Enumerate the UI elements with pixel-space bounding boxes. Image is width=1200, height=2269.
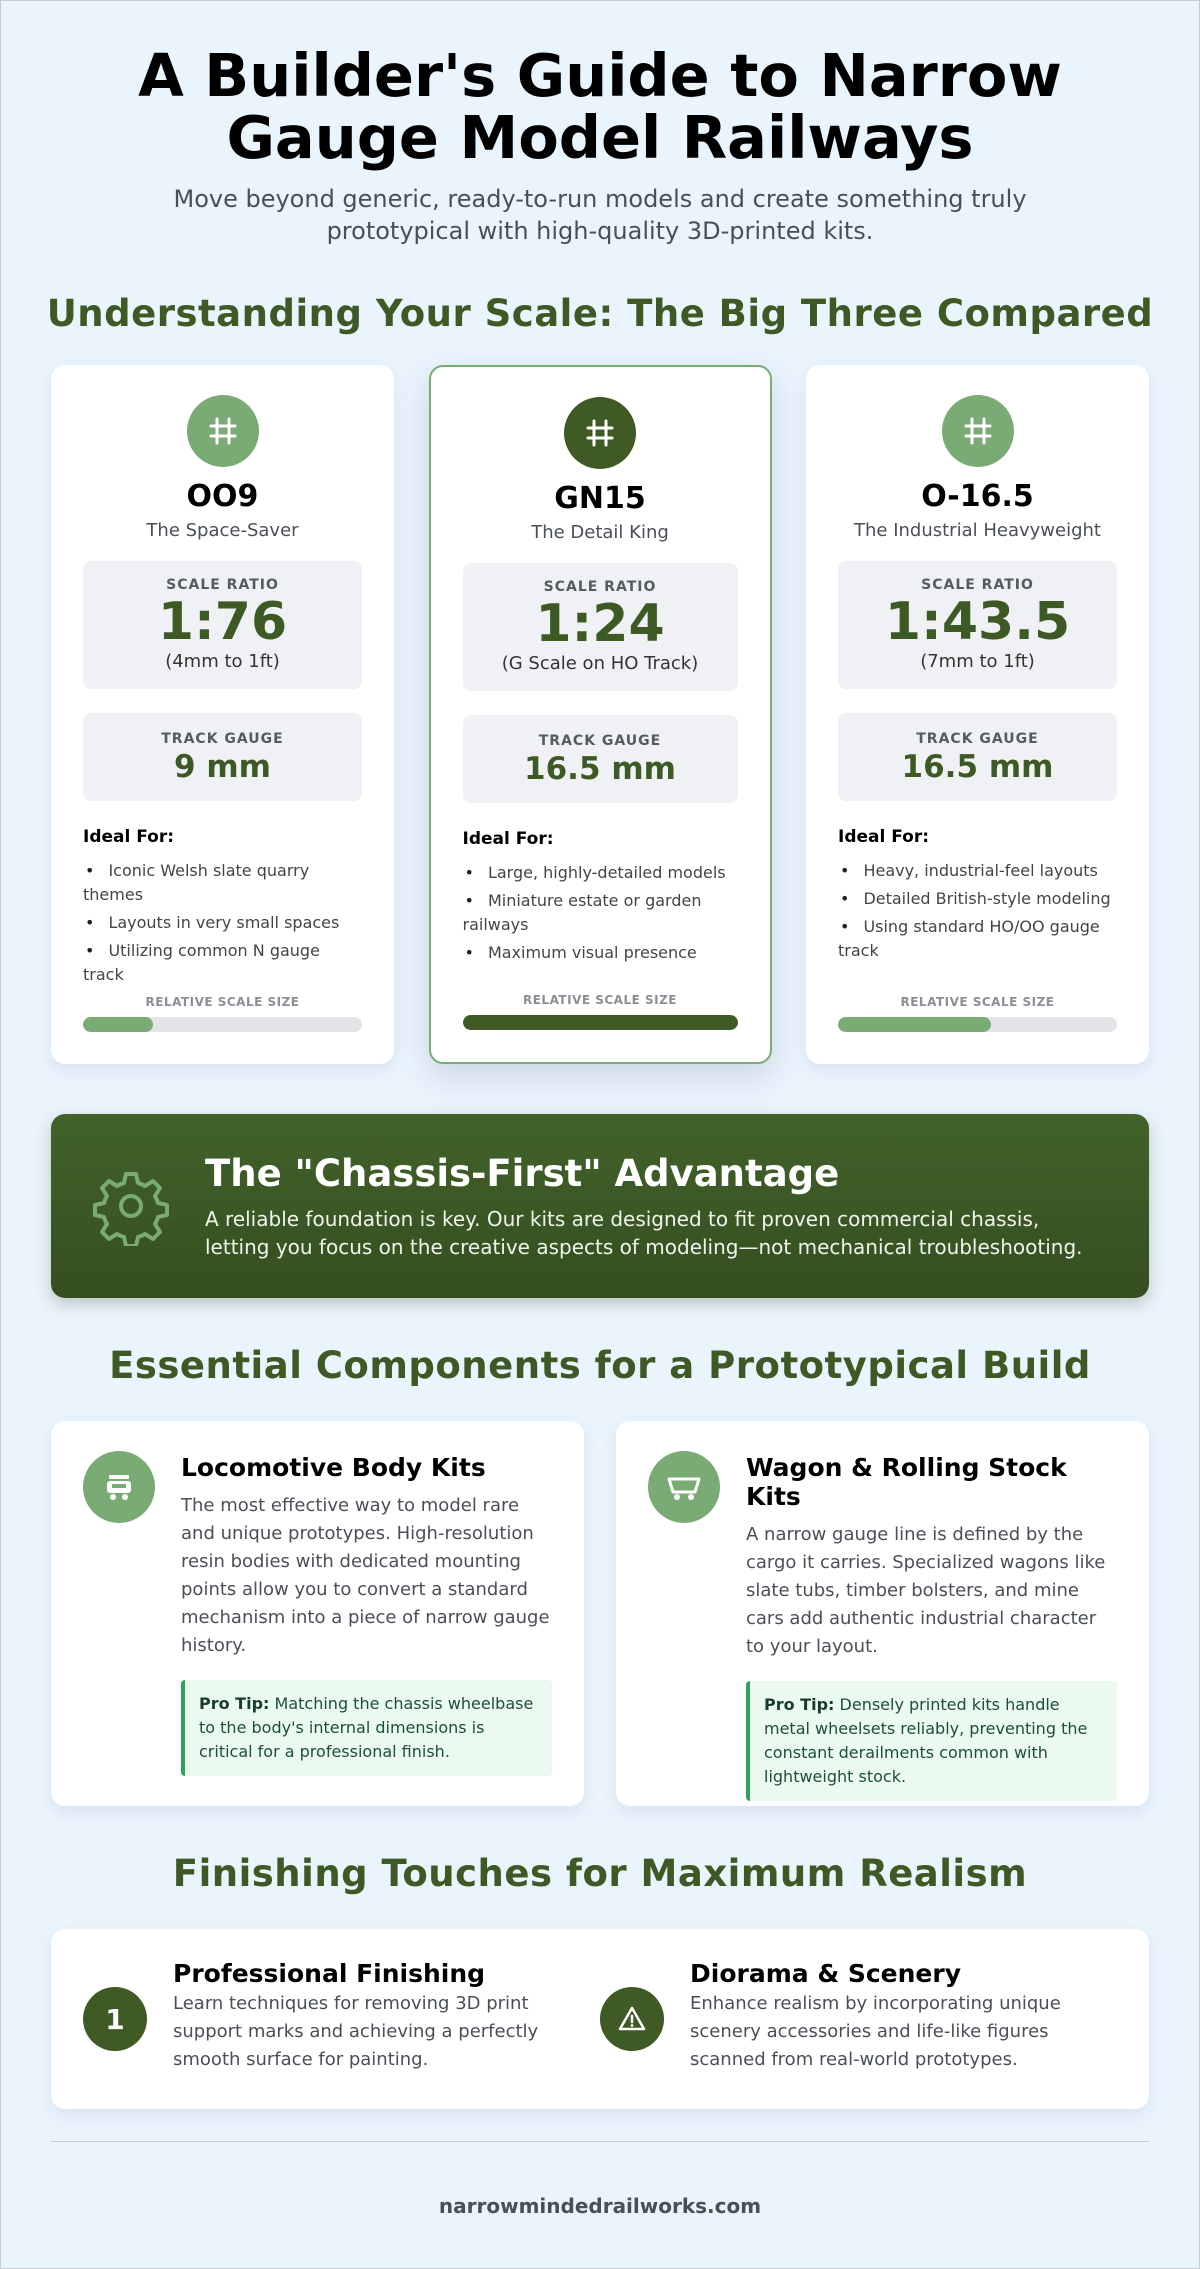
scale-card-oo9 [51, 365, 394, 1064]
scale-ratio-value: 1:24 [535, 594, 665, 654]
list-item: • Maximum visual presence [463, 941, 738, 965]
finishing-title: Professional Finishing [173, 1959, 486, 1988]
ideal-for-heading: Ideal For: [462, 829, 554, 849]
scale-ratio-label: SCALE RATIO [543, 579, 657, 595]
footer-domain: narrowmindedrailworks.com [438, 2194, 762, 2218]
list-item: • Miniature estate or garden railways [463, 889, 738, 937]
pro-tip-text: Densely printed kits handle metal wheelsets reliably, preventing the constant derailments common with lightweight stock. [764, 1695, 1088, 1786]
pro-tip-label: Pro Tip: [764, 1695, 835, 1714]
finishing-item-professional [83, 1959, 600, 2079]
track-gauge-label: TRACK GAUGE [916, 731, 1039, 747]
pro-tip-text: Matching the chassis wheelbase to the body's internal dimensions is critical for a professional finish. [199, 1694, 534, 1761]
scale-name: GN15 [554, 481, 646, 516]
list-item: • Large, highly-detailed models [463, 861, 738, 885]
warning-triangle-icon [600, 1987, 664, 2051]
scale-card-gn15 [429, 365, 772, 1064]
chassis-first-title: The "Chassis-First" Advantage [205, 1151, 840, 1195]
component-card-locomotive [51, 1421, 584, 1806]
page-header [1, 1, 1199, 247]
scale-ratio-value: 1:43.5 [884, 592, 1071, 652]
scale-tagline: The Detail King [531, 522, 669, 543]
scale-name: O-16.5 [921, 479, 1034, 514]
scale-tagline: The Space-Saver [146, 520, 299, 541]
track-gauge-box [83, 713, 362, 801]
scale-section-title: Understanding Your Scale: The Big Three Compared [46, 292, 1154, 335]
relative-size-track [83, 1017, 362, 1032]
track-gauge-box [463, 715, 738, 803]
chassis-first-banner [51, 1114, 1149, 1298]
relative-size-meter [463, 993, 738, 1030]
list-item: • Iconic Welsh slate quarry themes [83, 859, 362, 907]
scale-ratio-note: (7mm to 1ft) [920, 651, 1035, 672]
scale-ratio-box [838, 561, 1117, 689]
relative-size-track [463, 1015, 738, 1030]
ideal-for-list [838, 859, 1117, 963]
footer-divider [51, 2141, 1149, 2142]
ideal-for-heading: Ideal For: [83, 827, 175, 847]
track-gauge-label: TRACK GAUGE [161, 731, 284, 747]
scale-ratio-box [463, 563, 738, 691]
track-gauge-value: 16.5 mm [524, 751, 676, 787]
scale-name: OO9 [186, 479, 259, 514]
list-item: • Detailed British-style modeling [838, 887, 1117, 911]
scale-ratio-label: SCALE RATIO [166, 577, 279, 593]
relative-size-meter [83, 995, 362, 1032]
scale-ratio-box [83, 561, 362, 689]
ideal-for-list [83, 859, 362, 987]
track-gauge-box [838, 713, 1117, 801]
component-content [746, 1451, 1117, 1786]
component-text: The most effective way to model rare and unique prototypes. High-resolution resin bodies with dedicated mounting points allow you to convert a standard mechanism into a piece of narrow gauge history. [181, 1495, 550, 1656]
gear-icon [91, 1166, 171, 1246]
step-number-badge: 1 [83, 1987, 147, 2051]
pro-tip [181, 1680, 552, 1776]
relative-size-fill [463, 1015, 738, 1030]
chassis-first-content [205, 1152, 1109, 1261]
ideal-for-list [463, 861, 738, 965]
component-card-wagon [616, 1421, 1149, 1806]
track-gauge-value: 16.5 mm [901, 749, 1054, 785]
finishing-title: Diorama & Scenery [690, 1959, 961, 1988]
finishing-content [173, 1959, 600, 2074]
finishing-text: Enhance realism by incorporating unique scenery accessories and life-like figures scanned from real-world prototypes. [690, 1993, 1061, 2070]
locomotive-icon [83, 1451, 155, 1523]
component-title: Wagon & Rolling Stock Kits [746, 1453, 1067, 1511]
component-content [181, 1451, 552, 1776]
component-cards [1, 1421, 1199, 1806]
list-item: • Heavy, industrial-feel layouts [838, 859, 1117, 883]
relative-size-track [838, 1017, 1117, 1032]
scale-cards [1, 365, 1199, 1064]
relative-size-fill [83, 1017, 153, 1032]
page-title: A Builder's Guide to Narrow Gauge Model Railways [138, 41, 1062, 172]
relative-size-label: RELATIVE SCALE SIZE [145, 995, 300, 1009]
list-item: • Using standard HO/OO gauge track [838, 915, 1117, 963]
scale-tagline: The Industrial Heavyweight [854, 520, 1101, 541]
component-text: A narrow gauge line is defined by the cargo it carries. Specialized wagons like slate tubs, timber bolsters, and mine cars add authentic industrial character to your layout. [746, 1524, 1106, 1657]
track-icon [187, 395, 259, 467]
scale-ratio-note: (G Scale on HO Track) [501, 653, 699, 674]
relative-size-label: RELATIVE SCALE SIZE [900, 995, 1055, 1009]
scale-ratio-value: 1:76 [157, 592, 288, 652]
relative-size-fill [838, 1017, 991, 1032]
relative-size-meter [838, 995, 1117, 1032]
finishing-content [690, 1959, 1117, 2074]
track-gauge-value: 9 mm [174, 749, 271, 785]
list-item: • Utilizing common N gauge track [83, 939, 362, 987]
components-section-title: Essential Components for a Prototypical Build [109, 1344, 1091, 1387]
page-subtitle: Move beyond generic, ready-to-run models and create something truly prototypical with high-quality 3D-printed kits. [173, 185, 1027, 245]
pro-tip-label: Pro Tip: [199, 1694, 270, 1713]
finishing-card [51, 1929, 1149, 2109]
track-icon [564, 397, 636, 469]
finishing-item-diorama [600, 1959, 1117, 2079]
pro-tip [746, 1681, 1117, 1801]
list-item: • Layouts in very small spaces [83, 911, 362, 935]
scale-ratio-note: (4mm to 1ft) [165, 651, 280, 672]
track-icon [942, 395, 1014, 467]
chassis-first-text: A reliable foundation is key. Our kits are designed to fit proven commercial chassis, letting you focus on the creative aspects of modeling—not mechanical troubleshooting. [205, 1206, 1083, 1259]
finishing-section-title: Finishing Touches for Maximum Realism [172, 1852, 1028, 1895]
scale-card-o165 [806, 365, 1149, 1064]
relative-size-label: RELATIVE SCALE SIZE [522, 993, 677, 1007]
wagon-icon [648, 1451, 720, 1523]
finishing-text: Learn techniques for removing 3D print support marks and achieving a perfectly smooth surface for painting. [173, 1993, 539, 2070]
component-title: Locomotive Body Kits [181, 1453, 486, 1482]
track-gauge-label: TRACK GAUGE [538, 733, 662, 749]
ideal-for-heading: Ideal For: [838, 827, 930, 847]
scale-ratio-label: SCALE RATIO [921, 577, 1034, 593]
